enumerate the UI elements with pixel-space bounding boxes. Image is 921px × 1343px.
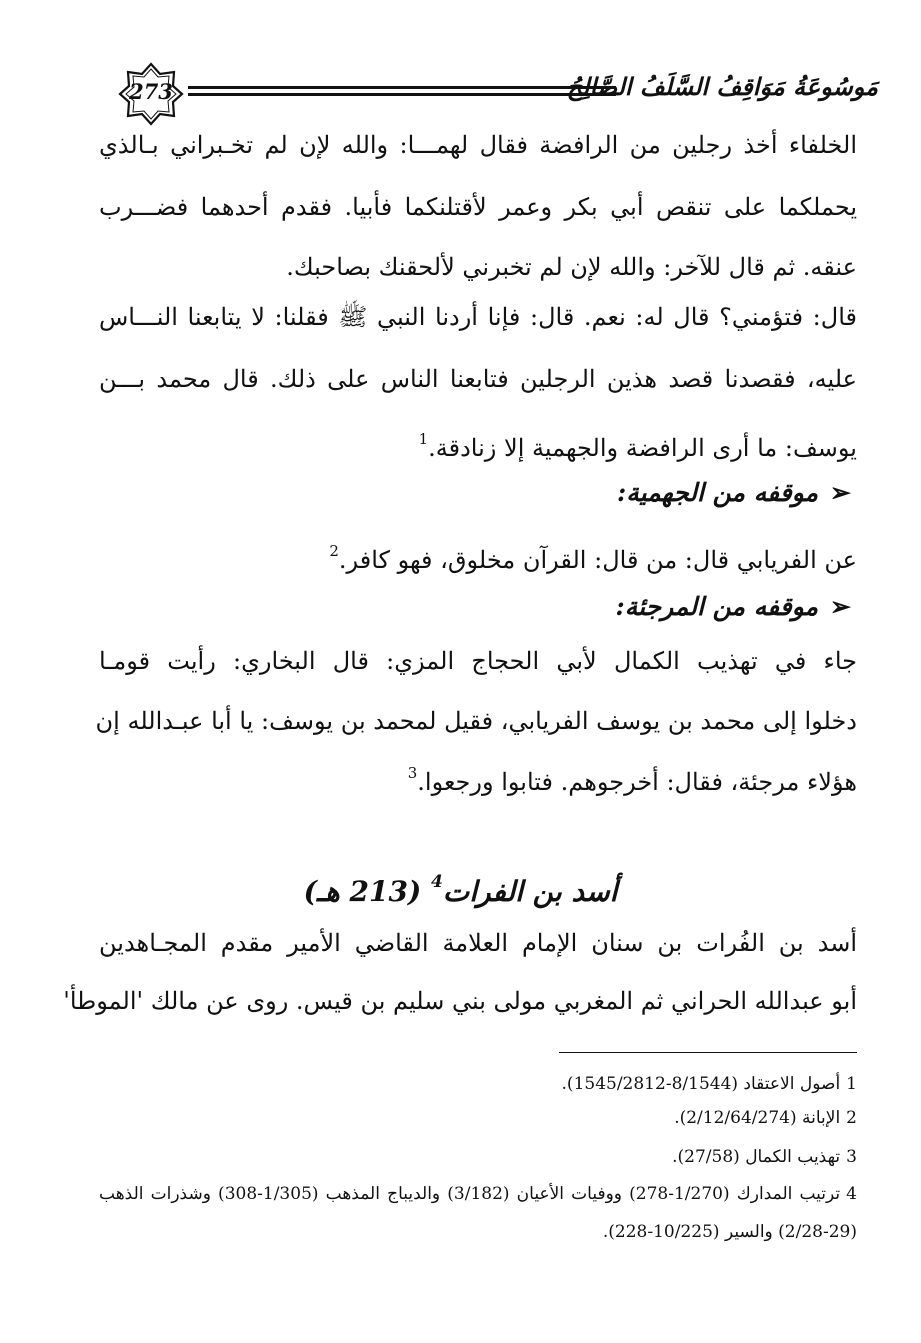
footnote-ref: 1	[418, 430, 429, 448]
footnote-ref: 3	[407, 764, 418, 782]
footnote-text: ترتيب المدارك (1/270-278) ووفيات الأعيان (3/182) والديباج المذهب (1/305-308) وشذرات الذهب	[99, 1184, 841, 1204]
page-number-badge	[118, 62, 184, 126]
body-line: دخلوا إلى محمد بن يوسف الفريابي، فقيل لمحمد بن يوسف: يا أبا عبـدالله إن	[95, 707, 857, 735]
body-line: جاء في تهذيب الكمال لأبي الحجاج المزي: قال البخاري: رأيت قومـا	[99, 647, 857, 675]
footnote-continuation: (2/28-29) والسير (10/225-228).	[602, 1222, 857, 1242]
biography-date: (213 هـ)	[303, 875, 422, 908]
footnote-separator	[559, 1052, 857, 1053]
body-line	[99, 424, 857, 463]
body-line: أسد بن الفُرات بن سنان الإمام العلامة القاضي الأمير مقدم المجـاهدين	[99, 929, 857, 957]
footnote	[99, 1072, 857, 1096]
body-line: عنقه. ثم قال للآخر: والله لإن لم تخبرني لألحقنك بصاحبك.	[286, 253, 857, 281]
section-heading	[617, 478, 851, 508]
biography-heading	[0, 862, 921, 912]
body-line: أبو عبدالله الحراني ثم المغربي مولى بني سليم بن قيس. روى عن مالك 'الموطأ'	[63, 987, 857, 1015]
page-number: 273	[129, 79, 173, 104]
body-line	[99, 536, 857, 575]
body-line: قال: فتؤمني؟ قال له: نعم. قال: فإنا أردنا النبي ﷺ فقلنا: لا يتابعنا النـــاس	[99, 303, 857, 331]
body-line-text: هؤلاء مرجئة، فقال: أخرجوهم. فتابوا ورجعوا.	[417, 768, 857, 796]
footnote-ref: 2	[329, 542, 339, 560]
body-line	[99, 758, 857, 797]
body-line-text: يوسف: ما أرى الرافضة والجهمية إلا زنادقة.	[428, 434, 857, 462]
body-line-text: عن الفريابي قال: من قال: القرآن مخلوق، فهو كافر.	[338, 546, 857, 574]
footnote-number: 4	[846, 1184, 857, 1204]
footnote-number: 2	[846, 1108, 857, 1128]
biography-name: أسد بن الفرات	[442, 875, 618, 908]
section-heading	[615, 592, 851, 622]
body-line: الخلفاء أخذ رجلين من الرافضة فقال لهمـــا: والله لإن لم تخـبراني بـالذي	[99, 131, 857, 159]
body-line: يحملكما على تنقص أبي بكر وعمر لأقتلنكما فأبيا. فقدم أحدهما فضـــرب	[99, 193, 857, 221]
series-title: مَوسُوعَةُ مَوَاقِفُ السَّلَفُ الصَّالِحُ	[566, 72, 878, 101]
footnote-ref: 4	[430, 872, 443, 892]
footnote-number: 1	[846, 1074, 857, 1094]
section-heading-text: موقفه من المرجئة:	[615, 592, 819, 621]
footnote	[99, 1182, 857, 1206]
body-line: عليه، فقصدنا قصد هذين الرجلين فتابعنا الناس على ذلك. قال محمد بـــن	[99, 365, 857, 393]
arrow-bullet-icon: ➢	[830, 592, 851, 621]
section-heading-text: موقفه من الجهمية:	[617, 478, 819, 507]
footnote-text: تهذيب الكمال (27/58).	[672, 1147, 841, 1167]
arrow-bullet-icon: ➢	[830, 478, 851, 507]
footnote	[99, 1106, 857, 1130]
footnote-number: 3	[846, 1147, 857, 1167]
page-header	[118, 62, 878, 126]
footnote	[99, 1145, 857, 1169]
header-rules	[188, 86, 616, 100]
footnote-text: أصول الاعتقاد (8/1544-1545/2812).	[561, 1074, 841, 1094]
footnote-text: الإبانة (2/12/64/274).	[674, 1108, 841, 1128]
